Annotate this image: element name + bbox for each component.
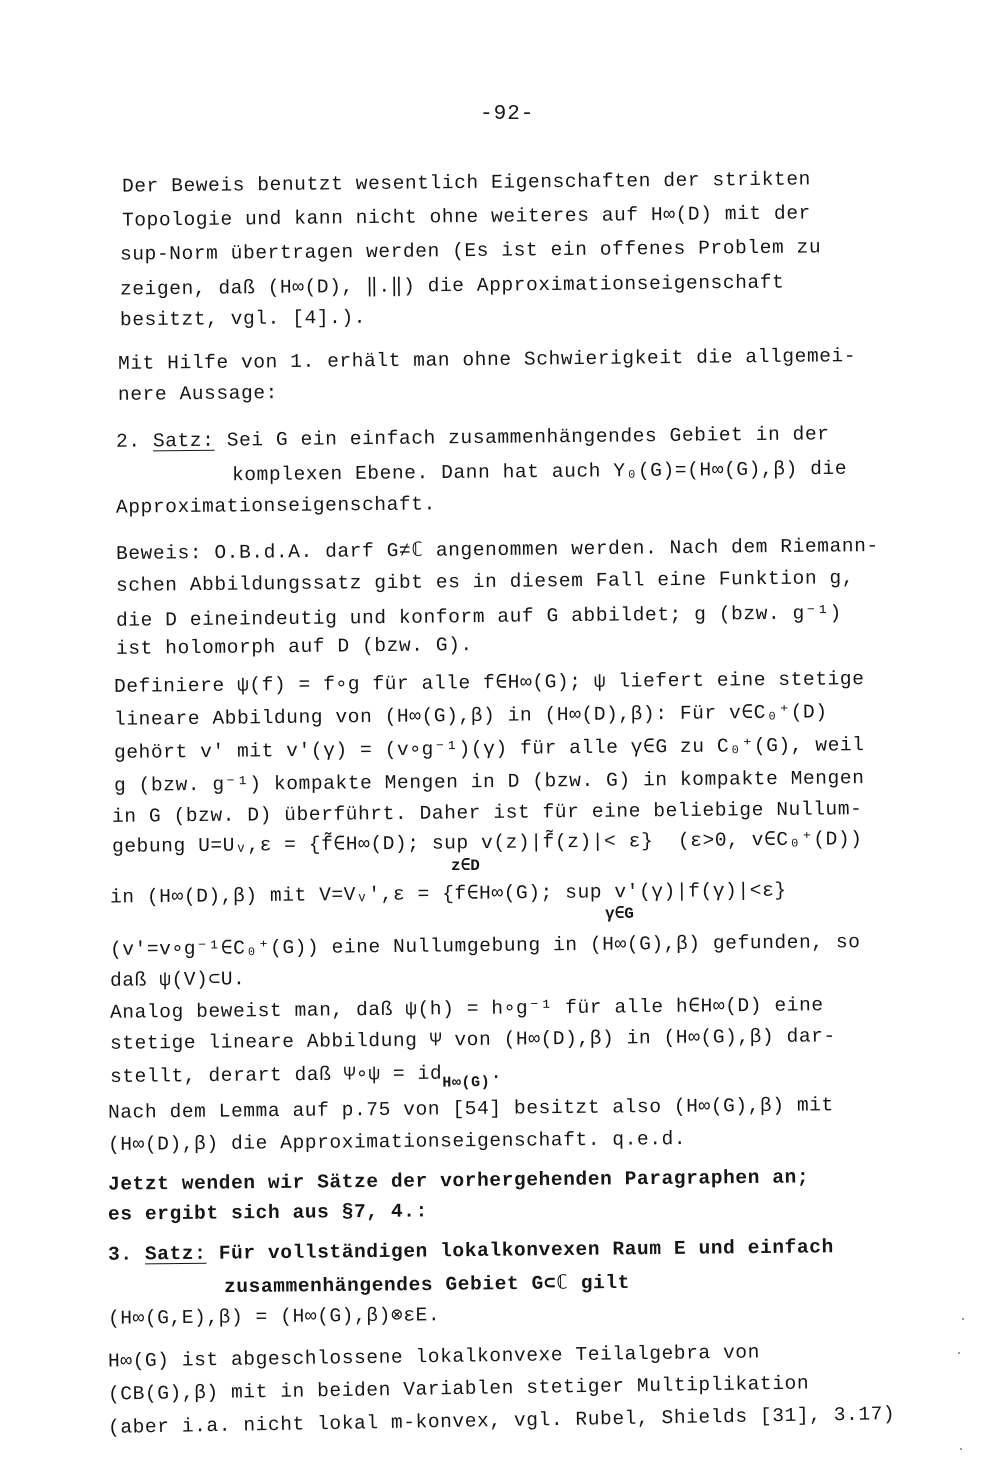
text-line: gehört v' mit v'(γ) = (v∘g⁻¹)(γ) für alle γ∈G zu C₀⁺(G), weil <box>113 734 865 764</box>
scan-speck <box>960 1448 962 1450</box>
theorem-2-heading <box>116 423 830 452</box>
text-line: Der Beweis benutzt wesentlich Eigenschaften der strikten <box>121 168 812 198</box>
text-line: (H∞(D),β) die Approximationseigenschaft. q.e.d. <box>107 1127 687 1157</box>
sup-domain-label: z∈D <box>451 857 480 875</box>
theorem-label: Satz: <box>144 1242 207 1266</box>
text-line: in G (bzw. D) überführt. Daher ist für eine beliebige Nullum- <box>111 798 863 828</box>
text-line: schen Abbildungssatz gibt es in diesem Fall eine Funktion g, <box>115 567 855 597</box>
text-line-part: stellt, derart daß Ψ∘ψ = id <box>109 1062 443 1089</box>
text-line: lineare Abbildung von (H∞(G),β) in (H∞(D),β): Für v∈C₀⁺(D) <box>113 701 828 731</box>
text-line: in (H∞(D),β) mit V=Vᵥ',ε = {f∈H∞(G); sup v'(γ)|f(γ)|<ε} <box>109 879 787 909</box>
scan-speck <box>962 1318 964 1320</box>
text-line: Jetzt wenden wir Sätze der vorhergehenden Paragraphen an; <box>107 1166 810 1196</box>
text-line: nere Aussage: <box>117 382 279 406</box>
text-line: zusammenhängendes Gebiet G⊂ℂ gilt <box>223 1271 631 1299</box>
text-line: Beweis: O.B.d.A. darf G≠ℂ angenommen werden. Nach dem Riemann- <box>115 535 879 565</box>
text-line: sup-Norm übertragen werden (Es ist ein offenes Problem zu <box>119 236 822 266</box>
text-line: stetige lineare Abbildung Ψ von (H∞(D),β) in (H∞(G),β) dar- <box>109 1025 836 1055</box>
text-line: es ergibt sich aus §7, 4.: <box>107 1200 428 1226</box>
text-line: daß ψ(V)⊂U. <box>109 968 246 992</box>
page-number: -92- <box>480 103 535 126</box>
text-line: Approximationseigenschaft. <box>115 493 436 519</box>
text-line: gebung U=Uᵥ,ε = {f̃∈H∞(D); sup v(z)|f̃(z)|< ε} (ε>0, v∈C₀⁺(D)) <box>111 828 863 858</box>
text-line: H∞(G) ist abgeschlossene lokalkonvexe Teilalgebra von <box>107 1341 761 1373</box>
text-line: Topologie und kann nicht ohne weiteres auf H∞(D) mit der <box>121 202 812 232</box>
text-line: ist holomorph auf D (bzw. G). <box>115 634 473 660</box>
text-line: Definiere ψ(f) = f∘g für alle f∈H∞(G); ψ liefert eine stetige <box>113 668 865 698</box>
theorem-3-heading <box>108 1236 834 1266</box>
theorem-number: 2. <box>115 430 141 453</box>
text-line: (CB(G),β) mit in beiden Variablen stetiger Multiplikation <box>107 1372 810 1406</box>
sup-domain-label: γ∈G <box>605 905 634 923</box>
text-line: zeigen, daß (H∞(D), ‖.‖) die Approximationseigenschaft <box>119 271 785 301</box>
theorem-text: Sei G ein einfach zusammenhängendes Gebiet in der <box>226 423 830 452</box>
text-line: (aber i.a. nicht lokal m-konvex, vgl. Rubel, Shields [31], 3.17) <box>107 1403 896 1439</box>
text-line: Analog beweist man, daß ψ(h) = h∘g⁻¹ für alle h∈H∞(D) eine <box>109 994 824 1024</box>
text-line: komplexen Ebene. Dann hat auch Y₀(G)=(H∞(G),β) die <box>231 457 848 487</box>
identity-subscript: H∞(G) <box>442 1074 491 1092</box>
text-line: g (bzw. g⁻¹) kompakte Mengen in D (bzw. G) in kompakte Mengen <box>113 767 865 797</box>
theorem-number: 3. <box>107 1243 133 1266</box>
theorem-label: Satz: <box>152 429 215 453</box>
text-line: besitzt, vgl. [4].). <box>119 306 367 332</box>
text-line: die D eineindeutig und konform auf G abbildet; g (bzw. g⁻¹) <box>115 602 842 632</box>
theorem-text: Für vollständigen lokalkonvexen Raum E und einfach <box>218 1236 834 1265</box>
text-line: Nach dem Lemma auf p.75 von [54] besitzt also (H∞(G),β) mit <box>107 1094 834 1124</box>
text-line: Mit Hilfe von 1. erhält man ohne Schwierigkeit die allgemei- <box>117 345 857 375</box>
text-line <box>109 1060 503 1092</box>
scan-speck <box>958 1352 960 1354</box>
text-line: (H∞(G,E),β) = (H∞(G),β)⊗εE. <box>107 1304 441 1330</box>
sentence-end: . <box>490 1061 503 1085</box>
text-line: (v'=v∘g⁻¹∈C₀⁺(G)) eine Nullumgebung in (H∞(G),β) gefunden, so <box>109 931 861 961</box>
